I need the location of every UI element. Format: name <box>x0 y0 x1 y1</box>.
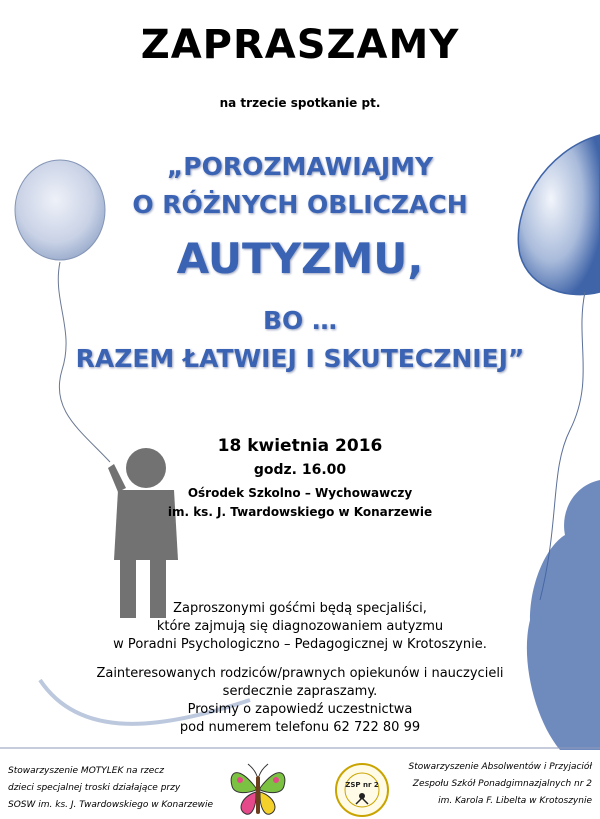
footer-right-organization <box>377 759 592 810</box>
headline-line-5: RAZEM ŁATWIEJ I SKUTECZNIEJ” <box>75 344 525 373</box>
headline-line-1: „POROZMAWIAJMY <box>166 152 434 181</box>
body-line: pod numerem telefonu 62 722 80 99 <box>179 720 421 735</box>
butterfly-logo-icon <box>228 762 288 818</box>
headline-line-4: BO … <box>262 306 337 335</box>
footer-left-line: Stowarzyszenie MOTYLEK na rzecz <box>8 766 164 776</box>
body-line: Zainteresowanych rodziców/prawnych opiekunów i nauczycieli <box>96 666 504 681</box>
footer-left-organization <box>8 763 218 814</box>
footer-right-line: im. Karola F. Libelta w Krotoszynie <box>438 796 592 806</box>
footer-right-line: Zespołu Szkół Ponadgimnazjalnych nr 2 <box>412 779 592 789</box>
page-subtitle: na trzecie spotkanie pt. <box>219 96 381 110</box>
event-venue-line-2: im. ks. J. Twardowskiego w Konarzewie <box>167 505 433 519</box>
body-line: które zajmują się diagnozowaniem autyzmu <box>156 619 444 634</box>
event-date: 18 kwietnia 2016 <box>217 436 383 456</box>
body-line: Zaproszonymi gośćmi będą specjaliści, <box>173 601 427 616</box>
headline-line-2: O RÓŻNYCH OBLICZACH <box>132 190 468 219</box>
page-title: ZAPRASZAMY <box>140 22 460 68</box>
headline-line-3: AUTYZMU, <box>176 234 424 283</box>
event-time: godz. 16.00 <box>253 462 347 478</box>
footer-right-line: Stowarzyszenie Absolwentów i Przyjaciół <box>408 762 592 772</box>
seal-text: ZSP nr 2 <box>345 781 379 789</box>
footer-left-line: SOSW im. ks. J. Twardowskiego w Konarzewie <box>8 800 214 810</box>
body-line: w Poradni Psychologiczno – Pedagogicznej w Krotoszynie. <box>113 637 487 652</box>
event-venue-line-1: Ośrodek Szkolno – Wychowawczy <box>187 486 413 500</box>
body-line: Prosimy o zapowiedź uczestnictwa <box>187 702 413 717</box>
footer-left-line: dzieci specjalnej troski działające przy <box>8 783 181 793</box>
body-line: serdecznie zapraszamy. <box>222 684 378 699</box>
